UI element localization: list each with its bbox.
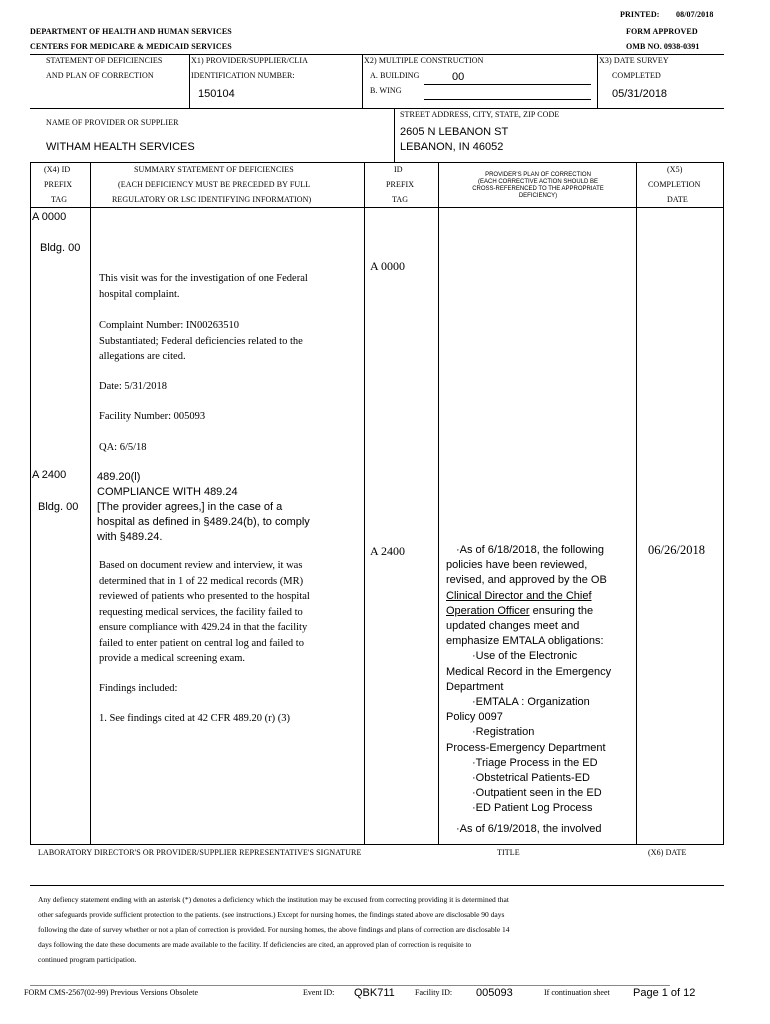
bldg-a2400: Bldg. 00 [38,501,79,513]
statement-label: STATEMENT OF DEFICIENCIES [46,56,163,65]
completion-date: 06/26/2018 [648,543,705,557]
x2-label: X2) MULTIPLE CONSTRUCTION [364,56,484,65]
x5-header: (X5) [667,165,683,174]
printed-label: PRINTED: [620,10,660,19]
id-prefix: PREFIX [386,180,415,189]
x6-date-label: (X6) DATE [648,848,687,857]
x5-date: DATE [667,195,688,204]
findings-included: Findings included: [99,683,178,694]
address-line-2: LEBANON, IN 46052 [400,141,504,153]
plan-header: PROVIDER'S PLAN OF CORRECTION (EACH CORRECTIVE ACTION SHOULD BE CROSS-REFERENCED TO THE APPROPRIATE DEFICIENCY) [472,172,604,199]
qa-line: QA: 6/5/18 [99,442,147,453]
id-tag: TAG [392,195,409,204]
tag-a0000: A 0000 [32,211,67,223]
omb-number: OMB NO. 0938-0391 [626,42,700,51]
findings-reference: 1. See findings cited at 42 CFR 489.20 (r) (3) [99,713,291,724]
facility-number-line: Facility Number: 005093 [99,411,206,422]
event-id-value: QBK711 [354,987,395,999]
facility-id-value: 005093 [476,987,513,999]
provider-id-value: 150104 [198,88,235,100]
plan-continued-line: ·As of 6/19/2018, the involved [456,823,602,835]
x4-header: (X4) ID [44,165,71,174]
summary-header-2: (EACH DEFICIENCY MUST BE PRECEDED BY FULL [118,180,311,189]
signature-label: LABORATORY DIRECTOR'S OR PROVIDER/SUPPLIER REPRESENTATIVE'S SIGNATURE [38,848,362,857]
printed-date: 08/07/2018 [676,10,714,19]
plan-of-correction-label: AND PLAN OF CORRECTION [46,71,154,80]
wing-label: B. WING [370,86,402,95]
provider-name: WITHAM HEALTH SERVICES [46,141,195,153]
tag-a0000-right: A 0000 [370,259,406,273]
title-label: TITLE [497,848,520,857]
building-value: 00 [452,71,465,83]
complaint-paragraph: Complaint Number: IN00263510 Substantiated; Federal deficiencies related to the allegations are cited. [99,320,303,362]
form-approved: FORM APPROVED [626,27,698,36]
intro-paragraph: This visit was for the investigation of one Federal hospital complaint. [99,273,308,300]
x4-prefix: PREFIX [44,180,73,189]
cms-title: CENTERS FOR MEDICARE & MEDICAID SERVICES [30,42,232,51]
bldg-a0000: Bldg. 00 [40,242,81,254]
regulation-text: 489.20(l) COMPLIANCE WITH 489.24 [The provider agrees,] in the case of a hospital as defined in §489.24(b), to comply with §489.24. [97,471,310,543]
continuation-label: If continuation sheet [544,988,610,997]
tag-a2400: A 2400 [32,469,67,481]
department-title: DEPARTMENT OF HEALTH AND HUMAN SERVICES [30,27,232,36]
survey-date-value: 05/31/2018 [612,88,668,100]
x5-completion: COMPLETION [648,180,701,189]
facility-id-label: Facility ID: [415,988,453,997]
findings-paragraph: Based on document review and interview, it was determined that in 1 of 22 medical records (MR) reviewed of patients who presented to the hospital requesting medical services, the facility failed to ensure compliance with 429.24 in that the facility failed to enter patient on central log and failed to provide a medical screening exam. [99,560,310,664]
x4-tag: TAG [51,195,68,204]
x1-label-2: IDENTIFICATION NUMBER: [191,71,295,80]
id-header: ID [394,165,403,174]
address-line-1: 2605 N LEBANON ST [400,126,509,138]
provider-name-label: NAME OF PROVIDER OR SUPPLIER [46,118,179,127]
date-line: Date: 5/31/2018 [99,381,167,392]
event-id-label: Event ID: [303,988,335,997]
tag-a2400-right: A 2400 [370,544,406,558]
plan-of-correction-text: ·As of 6/18/2018, the following policies have been reviewed, revised, and approved by the OB Clinical Director and the Chief Operation Officer ensuring the updated changes meet and emphasize EMTALA obligations: ·Use of the Electronic Medical Record in the Emergency Department ·EMTALA : Organization Policy 0097 ·Registration Process-Emergency Department ·Triage Process in the ED ·Obstetrical Patients-ED ·Outpatient seen in the ED ·ED Patient Log Process [446,544,612,815]
x3-label: X3) DATE SURVEY [599,56,669,65]
page-number: Page 1 of 12 [633,987,696,999]
x3-label-2: COMPLETED [612,71,661,80]
building-label: A. BUILDING [370,71,420,80]
summary-header-3: REGULATORY OR LSC IDENTIFYING INFORMATION) [112,195,312,204]
summary-header: SUMMARY STATEMENT OF DEFICIENCIES [134,165,294,174]
form-number: FORM CMS-2567(02-99) Previous Versions Obsolete [24,988,199,997]
x1-label: X1) PROVIDER/SUPPLIER/CLIA [191,56,309,65]
address-label: STREET ADDRESS, CITY, STATE, ZIP CODE [400,110,560,119]
disclaimer-text: Any defiency statement ending with an asterisk (*) denotes a deficiency which the institution may be excused from correcting providing it is determined that other safeguards provide sufficient protection to the patients. (see instructions.) Except for nursing homes, the findings stated above are disclosable 90 days following the date of survey whether or not a plan of correction is provided. For nursing homes, the above findings and plans of correction are disclosable 14 days following the date these documents are made available to the facility. If deficiencies are cited, an approved plan of correction is requisite to continued program participation. [38,895,510,964]
